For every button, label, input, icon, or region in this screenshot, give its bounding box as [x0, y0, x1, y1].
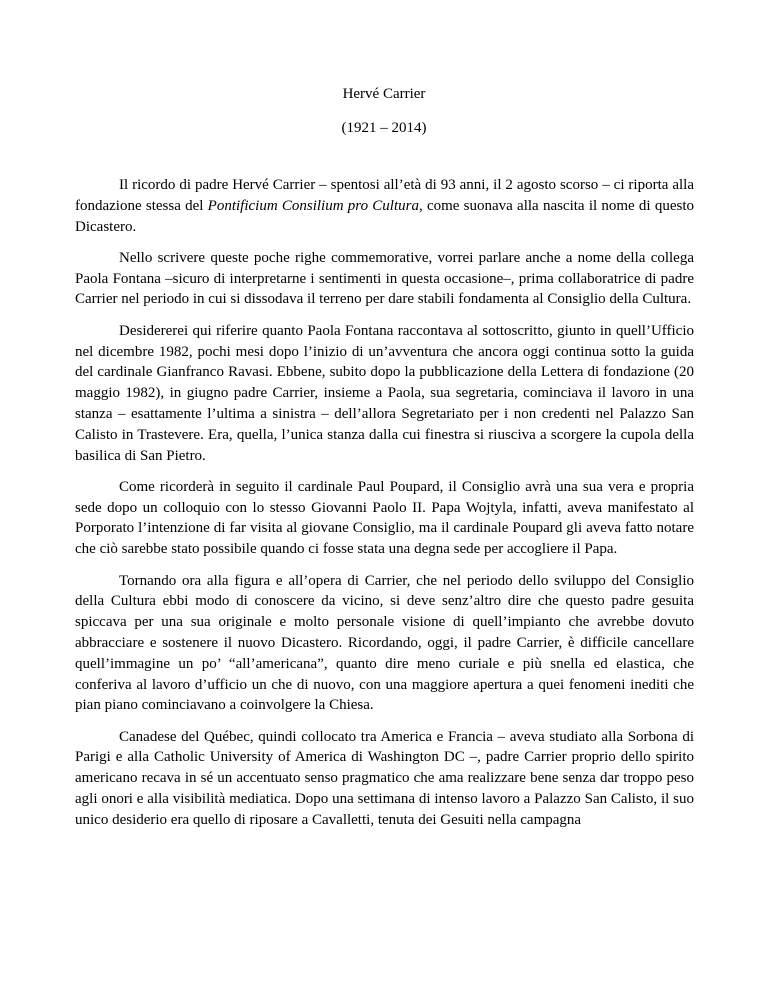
paragraph-1-italic: Pontificium Consilium pro Cultura — [207, 197, 419, 214]
page-title: Hervé Carrier — [342, 86, 426, 102]
paragraph-1-text-a: Il ricordo di padre Hervé Carrier – spentosi all’età di 93 anni, il 2 agosto scorso – ci riporta alla fondazione stessa del — [75, 177, 694, 214]
paragraph-1 — [75, 175, 694, 237]
paragraph-6: Canadese del Québec, quindi collocato tra America e Francia – aveva studiato alla Sorbona di Parigi e alla Catholic University of America di Washington DC –, padre Carrier proprio dello spirito americano recava in sé un accentuato senso pragmatico che ama realizzare bene senza dar troppo peso agli onori e alla visibilità mediatica. Dopo una settimana di intenso lavoro a Palazzo San Calisto, il suo unico desiderio era quello di riposare a Cavalletti, tenuta dei Gesuiti nella campagna — [75, 728, 694, 828]
article-body — [75, 175, 694, 841]
paragraph-2: Nello scrivere queste poche righe commemorative, vorrei parlare anche a nome della collega Paola Fontana –sicuro di interpretarne i sentimenti in questa occasione–, prima collaboratrice di padre Carrier nel periodo in cui si dissodava il terreno per dare stabili fondamenta al Consiglio della Cultura. — [75, 249, 694, 308]
life-dates: (1921 – 2014) — [341, 120, 427, 136]
paragraph-5: Tornando ora alla figura e all’opera di Carrier, che nel periodo dello sviluppo del Consiglio della Cultura ebbi modo di conoscere da vicino, si deve senz’altro dire che questo padre gesuita spiccava per una sua originale e molto personale visione di quell’impianto che avrebbe dovuto abbracciare e sostenere il nuovo Dicastero. Ricordando, oggi, il padre Carrier, è difficile cancellare quell’immagine un po’ “all’americana”, quanto dire meno curiale e più snella ed elastica, che conferiva al lavoro d’ufficio un che di nuovo, con una maggiore apertura a quei fenomeni inediti che pian piano cominciavano a coinvolgere la Chiesa. — [75, 572, 694, 714]
paragraph-4: Come ricorderà in seguito il cardinale Paul Poupard, il Consiglio avrà una sua vera e propria sede dopo un colloquio con lo stesso Giovanni Paolo II. Papa Wojtyla, infatti, aveva manifestato al Porporato l’intenzione di far visita al giovane Consiglio, ma il cardinale Poupard gli aveva fatto notare che ciò sarebbe stato possibile quando ci fosse stata una degna sede per accogliere il Papa. — [75, 478, 694, 558]
paragraph-3: Desidererei qui riferire quanto Paola Fontana raccontava al sottoscritto, giunto in quell’Ufficio nel dicembre 1982, pochi mesi dopo l’inizio di un’avventura che ancora oggi continua sotto la guida del cardinale Gianfranco Ravasi. Ebbene, subito dopo la pubblicazione della Lettera di fondazione (20 maggio 1982), in giugno padre Carrier, insieme a Paola, sua segretaria, cominciava il lavoro in una stanza – esattamente l’ultima a sinistra – dell’allora Segretariato per i non credenti nel Palazzo San Calisto in Trastevere. Era, quella, l’unica stanza dalla cui finestra si riusciva a scorgere la cupola della basilica di San Pietro. — [75, 322, 694, 464]
paragraph-1-text-b: , come suonava alla nascita il nome di questo Dicastero. — [75, 197, 694, 235]
